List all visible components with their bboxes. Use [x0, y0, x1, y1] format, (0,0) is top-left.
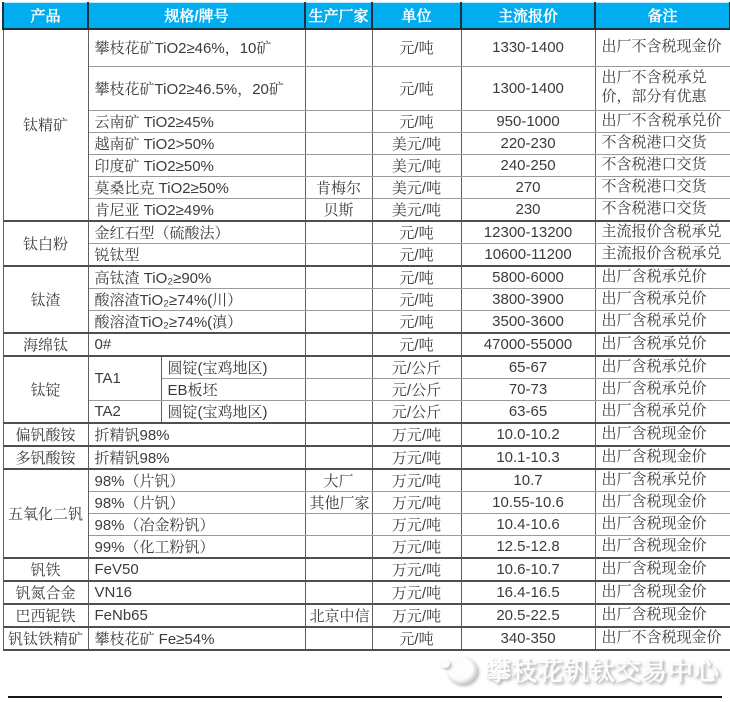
unit-cell: 元/吨 [372, 110, 461, 132]
note-cell: 不含税港口交货 [595, 154, 730, 176]
col-header-unit: 单位 [372, 3, 461, 30]
price-cell: 47000-55000 [461, 333, 595, 356]
spec-cell: 酸溶渣TiO₂≥74%(滇） [88, 310, 305, 333]
brand-logo-icon [447, 657, 477, 684]
spec-cell: 肯尼亚 TiO2≥49% [88, 198, 305, 221]
price-cell: 1330-1400 [461, 29, 595, 66]
note-cell: 出厂含税现金价 [595, 491, 730, 513]
unit-cell: 元/吨 [372, 243, 461, 266]
note-cell: 出厂含税现金价 [595, 446, 730, 469]
product-cell: 海绵钛 [3, 333, 88, 356]
price-cell: 10.0-10.2 [461, 423, 595, 446]
unit-cell: 万元/吨 [372, 446, 461, 469]
table-row [3, 581, 730, 604]
note-cell: 不含税港口交货 [595, 132, 730, 154]
table-row [3, 535, 730, 558]
note-cell: 出厂不含税现金价 [595, 627, 730, 650]
unit-cell: 万元/吨 [372, 513, 461, 535]
unit-cell: 万元/吨 [372, 423, 461, 446]
unit-cell: 万元/吨 [372, 604, 461, 627]
spec-cell: 折精钒98% [88, 423, 305, 446]
table-row [3, 132, 730, 154]
price-cell: 270 [461, 176, 595, 198]
col-header-product: 产品 [3, 3, 88, 30]
table-body [3, 29, 730, 650]
maker-cell [305, 378, 372, 400]
spec-cell: 98%（片钒） [88, 469, 305, 492]
table-row [3, 558, 730, 581]
table-row [3, 423, 730, 446]
brand-logo-text: 攀枝花钒钛交易中心 [485, 658, 720, 686]
maker-cell: 其他厂家 [305, 491, 372, 513]
spec-cell: 锐钛型 [88, 243, 305, 266]
product-cell: 钒氮合金 [3, 581, 88, 604]
table-row [3, 154, 730, 176]
product-cell: 钒铁 [3, 558, 88, 581]
price-cell: 10.1-10.3 [461, 446, 595, 469]
table-row [3, 333, 730, 356]
spec-cell: 攀枝花矿TiO2≥46.5%，20矿 [88, 66, 305, 110]
note-cell: 主流报价含税承兑 [595, 243, 730, 266]
col-header-price: 主流报价 [461, 3, 595, 30]
unit-cell: 美元/吨 [372, 176, 461, 198]
maker-cell [305, 29, 372, 66]
unit-cell: 元/公斤 [372, 356, 461, 379]
maker-cell [305, 400, 372, 423]
product-cell: 偏钒酸铵 [3, 423, 88, 446]
spec-type-cell: 圆锭(宝鸡地区) [161, 400, 305, 423]
price-cell: 10.7 [461, 469, 595, 492]
col-header-note: 备注 [595, 3, 730, 30]
spec-type-cell: 圆锭(宝鸡地区) [161, 356, 305, 379]
maker-cell [305, 446, 372, 469]
price-cell: 70-73 [461, 378, 595, 400]
maker-cell [305, 535, 372, 558]
maker-cell [305, 513, 372, 535]
spec-cell: 攀枝花矿 Fe≥54% [88, 627, 305, 650]
price-cell: 5800-6000 [461, 266, 595, 289]
spec-cell: 印度矿 TiO2≥50% [88, 154, 305, 176]
table-row [3, 288, 730, 310]
note-cell: 出厂含税现金价 [595, 558, 730, 581]
note-cell: 出厂不含税承兑价 [595, 110, 730, 132]
maker-cell [305, 423, 372, 446]
table-row [3, 110, 730, 132]
unit-cell: 元/吨 [372, 333, 461, 356]
note-cell: 出厂含税现金价 [595, 581, 730, 604]
price-cell: 230 [461, 198, 595, 221]
price-cell: 12.5-12.8 [461, 535, 595, 558]
note-cell: 出厂含税现金价 [595, 423, 730, 446]
note-cell: 不含税港口交货 [595, 198, 730, 221]
price-cell: 12300-13200 [461, 221, 595, 244]
unit-cell: 万元/吨 [372, 535, 461, 558]
unit-cell: 元/公斤 [372, 378, 461, 400]
unit-cell: 万元/吨 [372, 558, 461, 581]
note-cell: 出厂含税承兑价 [595, 400, 730, 423]
spec-cell: 越南矿 TiO2>50% [88, 132, 305, 154]
price-cell: 63-65 [461, 400, 595, 423]
table-row [3, 356, 730, 379]
table-row [3, 176, 730, 198]
note-cell: 主流报价含税承兑 [595, 221, 730, 244]
spec-cell: VN16 [88, 581, 305, 604]
table-row [3, 469, 730, 492]
note-cell: 出厂含税现金价 [595, 535, 730, 558]
table-row [3, 627, 730, 650]
note-cell: 出厂含税承兑价 [595, 310, 730, 333]
price-cell: 16.4-16.5 [461, 581, 595, 604]
product-cell: 巴西铌铁 [3, 604, 88, 627]
maker-cell: 贝斯 [305, 198, 372, 221]
maker-cell [305, 310, 372, 333]
maker-cell [305, 558, 372, 581]
table-row [3, 491, 730, 513]
unit-cell: 万元/吨 [372, 469, 461, 492]
spec-cell: 0# [88, 333, 305, 356]
table-row [3, 198, 730, 221]
note-cell: 出厂含税承兑价 [595, 266, 730, 289]
unit-cell: 元/吨 [372, 66, 461, 110]
table-row [3, 266, 730, 289]
product-cell: 钒钛铁精矿 [3, 627, 88, 650]
note-cell: 出厂含税承兑价 [595, 378, 730, 400]
price-cell: 240-250 [461, 154, 595, 176]
maker-cell [305, 221, 372, 244]
note-cell: 出厂含税现金价 [595, 604, 730, 627]
spec-cell: 云南矿 TiO2≥45% [88, 110, 305, 132]
maker-cell [305, 356, 372, 379]
maker-cell [305, 266, 372, 289]
price-cell: 65-67 [461, 356, 595, 379]
maker-cell [305, 110, 372, 132]
spec-cell: 莫桑比克 TiO2≥50% [88, 176, 305, 198]
spec-cell: 酸溶渣TiO₂≥74%(川） [88, 288, 305, 310]
unit-cell: 万元/吨 [372, 491, 461, 513]
spec-cell: 攀枝花矿TiO2≥46%，10矿 [88, 29, 305, 66]
table-header [3, 3, 730, 30]
product-cell: 五氧化二钒 [3, 469, 88, 558]
product-cell: 多钒酸铵 [3, 446, 88, 469]
table-row [3, 446, 730, 469]
table-row [3, 310, 730, 333]
table-row [3, 29, 730, 66]
maker-cell [305, 132, 372, 154]
col-header-maker: 生产厂家 [305, 3, 372, 30]
product-cell: 钛白粉 [3, 221, 88, 266]
price-cell: 10.4-10.6 [461, 513, 595, 535]
note-cell: 出厂不含税现金价 [595, 29, 730, 66]
table-row [3, 400, 730, 423]
price-cell: 3500-3600 [461, 310, 595, 333]
maker-cell [305, 581, 372, 604]
spec-grade-cell: TA1 [88, 356, 161, 401]
unit-cell: 万元/吨 [372, 581, 461, 604]
unit-cell: 元/吨 [372, 288, 461, 310]
price-cell: 10.6-10.7 [461, 558, 595, 581]
col-header-spec: 规格/牌号 [88, 3, 305, 30]
unit-cell: 元/公斤 [372, 400, 461, 423]
maker-cell [305, 243, 372, 266]
price-cell: 10600-11200 [461, 243, 595, 266]
spec-type-cell: EB板坯 [161, 378, 305, 400]
bottom-divider [8, 696, 722, 698]
table-row [3, 66, 730, 110]
price-cell: 220-230 [461, 132, 595, 154]
spec-cell: FeNb65 [88, 604, 305, 627]
maker-cell [305, 154, 372, 176]
spec-cell: 98%（冶金粉钒） [88, 513, 305, 535]
note-cell: 出厂含税承兑价 [595, 356, 730, 379]
maker-cell: 大厂 [305, 469, 372, 492]
unit-cell: 元/吨 [372, 29, 461, 66]
unit-cell: 元/吨 [372, 221, 461, 244]
note-cell: 出厂含税承兑价 [595, 288, 730, 310]
price-cell: 3800-3900 [461, 288, 595, 310]
unit-cell: 美元/吨 [372, 198, 461, 221]
note-cell: 出厂含税承兑价 [595, 469, 730, 492]
unit-cell: 美元/吨 [372, 132, 461, 154]
product-cell: 钛锭 [3, 356, 88, 423]
spec-cell: FeV50 [88, 558, 305, 581]
note-cell: 出厂含税承兑价 [595, 333, 730, 356]
note-cell: 出厂含税现金价 [595, 513, 730, 535]
spec-grade-cell: TA2 [88, 400, 161, 423]
product-cell: 钛渣 [3, 266, 88, 333]
note-cell: 出厂不含税承兑价，部分有优惠 [595, 66, 730, 110]
unit-cell: 元/吨 [372, 266, 461, 289]
brand-watermark [0, 648, 726, 692]
unit-cell: 美元/吨 [372, 154, 461, 176]
maker-cell: 北京中信 [305, 604, 372, 627]
price-cell: 950-1000 [461, 110, 595, 132]
unit-cell: 元/吨 [372, 627, 461, 650]
price-cell: 1300-1400 [461, 66, 595, 110]
spec-cell: 98%（片钒） [88, 491, 305, 513]
table-row [3, 604, 730, 627]
table-row [3, 221, 730, 244]
spec-cell: 99%（化工粉钒） [88, 535, 305, 558]
note-cell: 不含税港口交货 [595, 176, 730, 198]
table-row [3, 243, 730, 266]
table-row [3, 513, 730, 535]
spec-cell: 高钛渣 TiO₂≥90% [88, 266, 305, 289]
price-cell: 340-350 [461, 627, 595, 650]
spec-cell: 金红石型（硫酸法） [88, 221, 305, 244]
price-table [2, 2, 730, 651]
maker-cell [305, 627, 372, 650]
price-cell: 10.55-10.6 [461, 491, 595, 513]
spec-cell: 折精钒98% [88, 446, 305, 469]
maker-cell [305, 333, 372, 356]
maker-cell [305, 288, 372, 310]
unit-cell: 元/吨 [372, 310, 461, 333]
maker-cell: 肯梅尔 [305, 176, 372, 198]
product-cell: 钛精矿 [3, 29, 88, 221]
maker-cell [305, 66, 372, 110]
price-cell: 20.5-22.5 [461, 604, 595, 627]
